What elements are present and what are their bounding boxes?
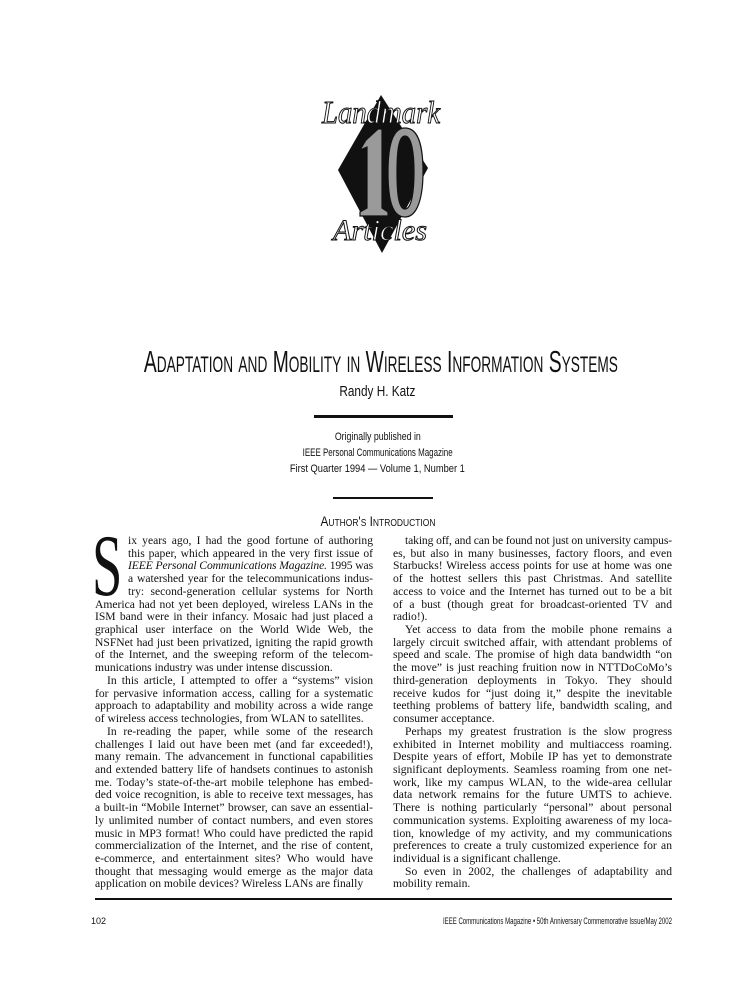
text-line: taking off, and can be found not just on university campus- [405,534,672,547]
text-line: approach to adaptability and mobility across a wide range [95,699,373,713]
text-line: largely circuit switched affair, with attendant problems of [393,635,672,649]
text-line: try: second-generation cellular systems for North [128,584,373,598]
text-line: me. Today’s state-of-the-art mobile telephone has embed- [95,775,373,789]
text-line: access to voice and the Internet has turned out to be a bit [393,584,672,598]
text-line: many remain. The advancement in functional capabilities [95,750,373,764]
text-line: of a bust (though great for broadcast-oriented TV and [393,597,672,611]
text-line: receive kudos for “just doing it,” despite the inevitable [393,686,672,700]
author-name: Randy H. Katz [339,383,416,400]
text-line: challenges I laid out have been met (and far exceeded!), [95,737,373,751]
text-line: munications industry was under intense discussion. [95,661,333,675]
page-number: 102 [91,916,107,926]
line-text: 1995 was [326,559,374,573]
text-line: NSFNet had just been privatized, igniting the rapid growth [95,635,373,649]
divider-rule [314,415,453,418]
text-line: for pervasive information access, calling for a systematic [95,686,373,700]
text-line: ded voice recognition, is able to receive text messages, has [95,788,373,802]
logo-top-word: Landmark [321,94,441,130]
text-line: of wireless access technologies, from WLAN to satellites. [95,712,364,726]
text-line: teething problems of battery life, bandwidth scaling, and [393,699,672,713]
landmark-articles-logo [300,85,470,265]
section-heading: Author's Introduction [320,513,435,529]
text-line: ISM band were in their infancy. Mosaic had just placed a [95,610,373,624]
text-line: a watershed year for the telecommunications indus- [128,572,373,586]
footer-journal-wrap [443,916,672,926]
text-line: Starbucks! Wireless access points for use at home was one [393,559,672,573]
footer-rule [95,898,672,900]
origin-line: IEEE Personal Communications Magazine [302,447,453,459]
text-line: a built-in “Mobile Internet” browser, can save an essential- [95,801,373,815]
article-title-wrap [0,344,755,380]
text-line: es, but also in many businesses, factory floors, and even [393,546,672,560]
body-column-left [95,535,373,891]
text-line: America had not yet been deployed, wireless LANs in the [95,597,373,611]
text-line: Perhaps my greatest frustration is the slow progress [405,724,672,738]
logo-bottom-word: Articles [330,214,427,247]
origin-line: Originally published in [334,431,421,443]
text-line: individual is a significant challenge. [393,851,561,865]
text-line: thought that messaging would emerge as the major data [95,864,373,878]
origin-line-wrap [0,463,755,475]
text-line: data network remains for the future UMTS to achieve. [393,788,672,802]
text-line: preferences to create a truly customized experience for an [393,839,672,853]
text-line: of the Internet, and the sweeping reform of the telecom- [95,648,373,662]
footer-journal: IEEE Communications Magazine • 50th Anniversary Commemorative Issue/May 2002 [443,916,672,926]
text-line: music in MP3 format! Who could have predicted the rapid [95,826,373,840]
text-line: significant deployments. Seamless roaming from one net- [393,762,672,776]
author-wrap [0,383,755,400]
text-line: this paper, which appeared in the very first issue of [128,546,373,560]
text-line: e-commerce, and entertainment sites? Who would have [95,851,373,865]
text-line: graphical user interface on the World Wide Web, the [95,623,373,637]
origin-line: First Quarter 1994 — Volume 1, Number 1 [290,463,465,475]
text-line: ix years ago, I had the good fortune of authoring [128,534,373,547]
text-line: consumer acceptance. [393,712,495,726]
text-line: application on mobile devices? Wireless LANs are finally [95,877,364,891]
text-line: radio!). [393,610,428,624]
text-line: commercialization of the Internet, and the rise of content, [95,839,373,853]
text-line: speed and scale. The promise of high data bandwidth “on [393,648,672,662]
text-line: of the hottest sellers this past Christmas. And satellite [393,572,672,586]
text-line: third-generation deployments in Tokyo. They should [393,673,672,687]
text-line: So even in 2002, the challenges of adaptability and [405,864,672,878]
text-line: There is nothing particularly “personal” about personal [393,801,672,815]
text-line: In this article, I attempted to offer a “systems” vision [107,673,373,687]
divider-rule [333,497,433,499]
text-line: In re-reading the paper, while some of the research [107,724,373,738]
text-line: mobility remain. [393,877,471,891]
text-line: the move” is just reaching fruition now in NTTDoCoMo’s [393,661,672,675]
text-line: Despite years of effort, Mobile IP has yet to demonstrate [393,750,672,764]
text-line: exhibited in Internet mobility and multiaccess roaming. [393,737,672,751]
text-line: work, like my campus WLAN, to the wide-area cellular [393,775,672,789]
body-column-right [393,535,672,891]
origin-line-wrap [0,447,755,459]
magazine-name: IEEE Personal Communications Magazine. [128,559,327,573]
text-line: Yet access to data from the mobile phone remains a [405,623,672,637]
text-line: and extended battery life of handsets continues to astonish [95,762,373,776]
origin-line-wrap [0,431,755,443]
logo-number-graphic [360,128,423,217]
text-line: tion, knowledge of my activity, and my communications [393,826,672,840]
text-line: ly unlimited number of contact numbers, and even stores [95,813,373,827]
drop-cap: S [92,518,123,615]
article-title: Adaptation and Mobility in Wireless Information Systems [143,344,618,379]
text-line: communication systems. Exploiting awareness of my loca- [393,813,672,827]
